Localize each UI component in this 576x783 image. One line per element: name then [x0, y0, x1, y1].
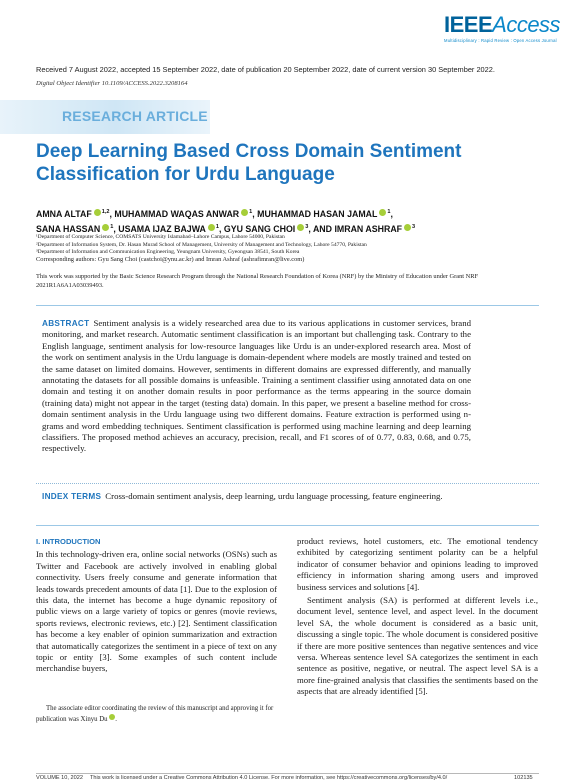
affiliation-2: ²Department of Information System, Dr. Hasan Murad School of Management, University of Management and Technology, Lahore 54770, Pakistan — [36, 241, 367, 248]
author-affil-ref: 1 — [387, 209, 391, 215]
affiliations — [36, 234, 546, 257]
orcid-icon[interactable] — [241, 209, 248, 216]
left-column — [36, 536, 277, 677]
abstract-label: ABSTRACT — [42, 319, 90, 328]
abstract — [42, 318, 471, 455]
affiliation-3: ³Department of Information and Communication Engineering, Yeungnam University, Gyeongsan 38541, South Korea — [36, 249, 300, 256]
corresponding-authors: Corresponding authors: Gyu Sang Choi (castchoi@ynu.ac.kr) and Imran Ashraf (ashrafimran@live.com) — [36, 256, 305, 263]
index-terms-text: Cross-domain sentiment analysis, deep learning, urdu language processing, feature engineering. — [105, 491, 443, 501]
abstract-text: Sentiment analysis is a widely researched area due to its various applications in customer services, brand monitoring, and market research. Automatic sentiment classification is an important but challenging task. Contrary to the English language, sentiment analysis for low-resource languages like Urdu is an under-explored research area. Most of the work on sentiment analysis in the Urdu language is domain-dependent where models are mostly trained and tested on the same dataset on limited domains. However, sentiments in different domains are expressed differently, and manually annotating the datasets for all possible domains is unfeasible. Training a sentiment classifier using annotated data on one domain and testing it on another domain results in poor performance as the terms appearing in the source domain (training data) might not appear in the target (testing data) domain. In this paper, we present a baseline method for cross-domain sentiment analysis in the Urdu language using two different domains. Feature extraction is performed using n-grams and word embedding techniques. Sentiment classification is performed using machine learning and deep learning classifiers. The proposed method achieves an accuracy, precision, recall, and F1 scores of of 0.77, 0.83, 0.68, and 0.75, respectively. — [42, 318, 471, 454]
paragraph: In this technology-driven era, online social networks (OSNs) such as Twitter and Facebook are actively involved in enabling global connectivity. Users freely consume and generate information that leads towards precedent amounts of data [1]. Due to the explosion of this data, the internet has become a huge dynamic repository of public views on a large variety of topics or genres (movie reviews, sports reviews, electronic reviews, etc.) [2]. Sentiment classification has become a key enabler of opinion summarization and extraction that automatically categorizes the sentiment in a piece of text on any topic or entity [3]. Some examples of such content include merchandise buyers, — [36, 549, 277, 674]
abstract-top-rule — [36, 305, 539, 306]
author-name: MUHAMMAD HASAN JAMAL — [257, 208, 378, 219]
title-line-2: Classification for Urdu Language — [36, 164, 335, 185]
funding-statement: This work was supported by the Basic Science Research Program through the National Research Foundation of Korea (NRF) by the Ministry of Education under Grant NRF 2021R1A6A1A03039493. — [36, 273, 479, 290]
index-terms — [42, 491, 471, 502]
author-name: AND IMRAN ASHRAF — [312, 223, 403, 234]
publication-dates: Received 7 August 2022, accepted 15 September 2022, date of publication 20 September 2022, date of current version 30 September 2022. — [36, 65, 495, 74]
orcid-icon[interactable] — [297, 224, 304, 231]
author-line-2: SANA HASSAN $^1$, USAMA IJAZ BAJWA $^1$, GYU SANG CHOI $^3$, AND IMRAN ASHRAF $^3$ — [36, 223, 416, 234]
author-name: AMNA ALTAF — [36, 208, 92, 219]
orcid-icon[interactable] — [208, 224, 215, 231]
section-heading: I. INTRODUCTION — [36, 537, 101, 546]
paragraph: product reviews, hotel customers, etc. The emotional tendency exhibited by categorizing sentiment polarity can be a helpful indicator of consumer behavior and opinions leading to improved efficiency in information sharing among users and improved business services and solutions [4]. — [297, 536, 538, 592]
author-affil-ref: 3 — [305, 223, 309, 230]
author-affil-ref: 3 — [412, 223, 416, 230]
paper-title — [36, 140, 506, 186]
title-line-1: Deep Learning Based Cross Domain Sentiment — [36, 141, 462, 162]
orcid-icon[interactable] — [102, 224, 109, 231]
author-affil-ref: 1 — [215, 223, 219, 230]
author-name: SANA HASSAN — [36, 223, 101, 234]
author-name: MUHAMMAD WAQAS ANWAR — [114, 208, 240, 219]
orcid-icon[interactable] — [109, 714, 115, 720]
doi: Digital Object Identifier 10.1109/ACCESS.2022.3208164 — [36, 80, 188, 87]
footer-volume: VOLUME 10, 2022 — [36, 775, 83, 781]
logo-ieee: IEEE — [444, 12, 493, 37]
paragraph: Sentiment analysis (SA) is performed at different levels i.e., document level, sentence level, and aspect level. In the document level SA, the whole document is considered as a basic unit, discussing a single topic. The whole document is considered positive if there are more positive sentences than negative sentences and vice versa. Whereas sentence level SA categorizes the sentiment in each sentence as positive, negative, or neutral. The aspect level SA is a more fine-grained analysis that classifies the sentiments based on the aspects that are already identified [5]. — [297, 595, 538, 697]
logo-wordmark — [444, 14, 562, 36]
footer-license[interactable]: This work is licensed under a Creative Commons Attribution 4.0 License. For more information, see https://creativecommons.org/licenses/by/4.0/ — [90, 775, 448, 781]
abstract-divider — [36, 483, 539, 484]
footnote-text: The associate editor coordinating the review of this manuscript and approving it for publication was Xinyu Du — [36, 705, 274, 723]
author-affil-ref: 1,2 — [101, 209, 110, 215]
abstract-bottom-rule — [36, 525, 539, 526]
journal-logo — [444, 14, 562, 44]
index-terms-label: INDEX TERMS — [42, 492, 102, 501]
logo-tagline: Multidisciplinary : Rapid Review : Open Access Journal — [444, 38, 557, 43]
footer-page-number: 102135 — [514, 775, 533, 781]
article-type-label: RESEARCH ARTICLE — [62, 108, 208, 124]
right-column — [297, 536, 538, 700]
orcid-icon[interactable] — [404, 224, 411, 231]
author-line-1: AMNA ALTAF $^{1,2}$, MUHAMMAD WAQAS ANWAR $^1$, MUHAMMAD HASAN JAMAL $^1$, — [36, 208, 393, 219]
author-affil-ref: 1 — [249, 209, 253, 215]
editor-footnote: The associate editor coordinating the review of this manuscript and approving it for publication was Xinyu Du . — [36, 705, 274, 723]
footer-rule — [36, 773, 539, 774]
author-name: GYU SANG CHOI — [223, 223, 296, 234]
orcid-icon[interactable] — [94, 209, 101, 216]
author-affil-ref: 1 — [110, 223, 114, 230]
affiliation-1: ¹Department of Computer Science, COMSATS University Islamabad–Lahore Campus, Lahore 54000, Pakistan — [36, 234, 285, 240]
author-name: USAMA IJAZ BAJWA — [118, 223, 206, 234]
author-list — [36, 206, 546, 236]
logo-access: Access — [492, 12, 561, 37]
orcid-icon[interactable] — [379, 209, 386, 216]
